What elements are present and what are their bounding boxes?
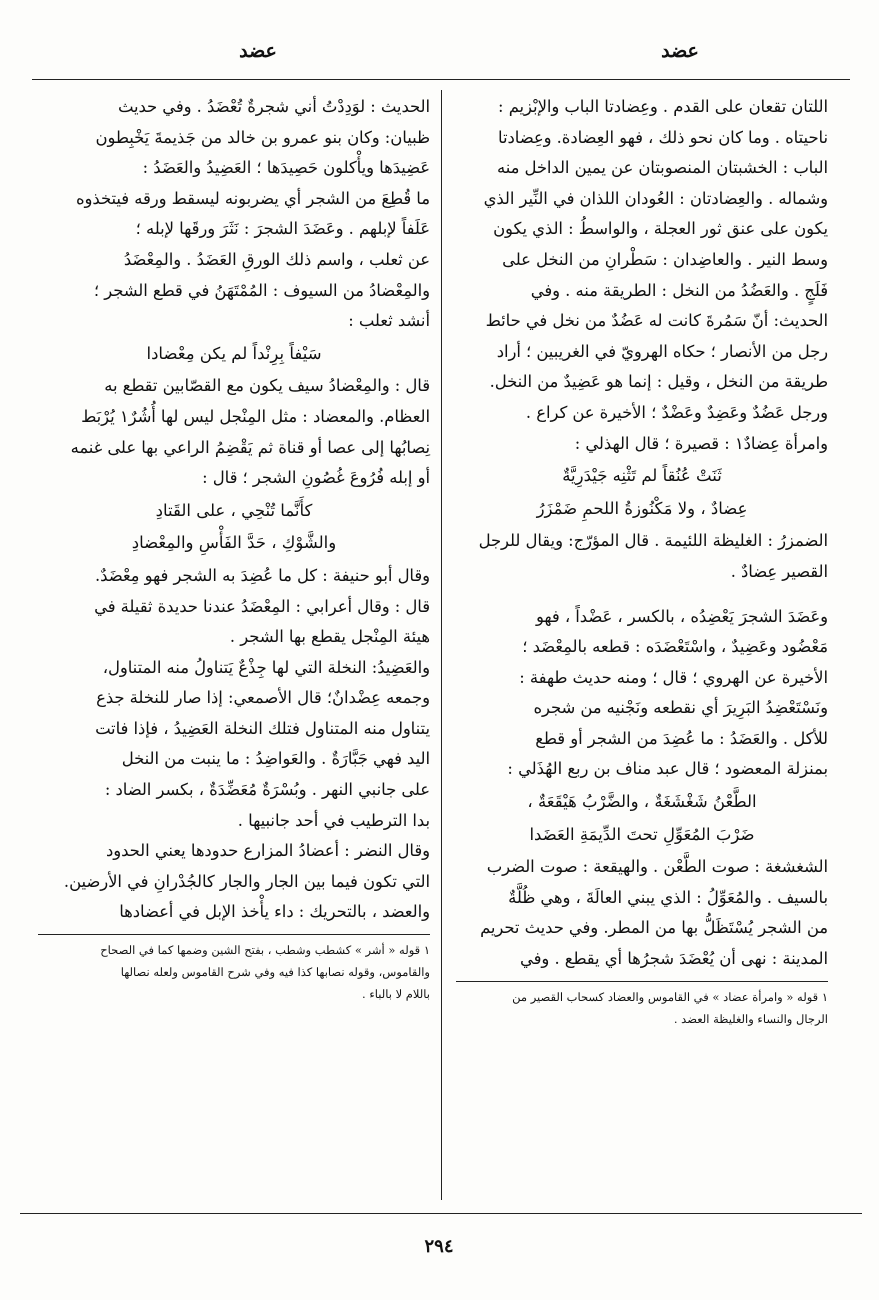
text-line: طريقة من النخل ، وقيل : إنما هو عَضِيدٌ من النخل. bbox=[489, 372, 828, 392]
text-line: التي تكون فيما بين الجار والجار كالجُدْرانِ في الأرضين. bbox=[63, 871, 430, 891]
footnote-line: ١ قوله « وامرأة عضاد » في القاموس والعضاد كسحاب القصير من bbox=[512, 989, 828, 1004]
text-line: الحديث : لوَدِدْتُ أني شجرةٌ تُعْضَدُ . وفي حديث bbox=[117, 97, 430, 116]
footnote-rule bbox=[456, 981, 828, 982]
text-line: على جانبي النهر . وبُسْرَةٌ مُعَضِّدَةٌ ، بكسر الضاد : bbox=[104, 780, 430, 800]
verse-line: ثَنَتْ عُنُقاً لم تَثْنِه جَيْدَرِيَّةٌ bbox=[562, 466, 722, 486]
text-line: يتناول منه المتناول فتلك النخلة العَضِيدُ ، فإذا فاتت bbox=[95, 718, 430, 738]
page-number: ٢٩٤ bbox=[424, 1236, 454, 1257]
text-line: الباب : الخشبتان المنصوبتان عن يمين الداخل منه bbox=[496, 158, 828, 178]
text-line: أو إبله فُرُوعَ غُصُونِ الشجر ؛ قال : bbox=[202, 468, 430, 488]
text-line: العظام. والمعضاد : مثل المِنْجل ليس لها أُشُرٌ١ يُرْبَط bbox=[81, 406, 430, 426]
footnote-line: باللام لا بالباء . bbox=[362, 987, 430, 1002]
text-line: بالسيف . والمُعَوِّلُ : الذي يبني العالَةَ ، وهي ظُلَّةٌ bbox=[508, 887, 828, 907]
footnote-line: ١ قوله « أشر » كشطب وشطب ، بفتح الشين وضمها كما في الصحاح bbox=[100, 943, 430, 958]
text-line: ناحيتاه . وما كان نحو ذلك ، فهو العِضادة. وعِضادتا bbox=[498, 127, 828, 147]
text-line: يكون على عنق ثور العجلة ، والواسطُ : الذي يكون bbox=[493, 219, 828, 239]
text-line: الحديث: أنّ سَمُرةَ كانت له عَضُدٌ من نخل في حائط bbox=[485, 311, 828, 331]
text-line: الشغشغة : صوت الطَّعْن . والهيقعة : صوت الضرب bbox=[486, 857, 828, 877]
text-line: هيئة المِنْجل يقطع بها الشجر . bbox=[229, 627, 430, 647]
text-line: والعضد ، بالتحريك : داء يأْخذ الإبل في أعضادها bbox=[119, 902, 430, 922]
footnote-line: الرجال والنساء والغليظة العضد . bbox=[673, 1011, 828, 1026]
text-line: قال : والمِعْضادُ سيف يكون مع القصّابين تقطع به bbox=[104, 376, 430, 396]
text-line: ما قُطِعَ من الشجر أي يضربونه ليسقط ورقه فيتخذوه bbox=[76, 188, 430, 208]
text-line: وشماله . والعِضادتان : العُودان اللذان في النِّير الذي bbox=[483, 188, 828, 208]
verse-line: والشَّوْكِ ، حَدَّ الفَأْسِ والمِعْضادِ bbox=[131, 533, 337, 553]
verse-line: سَيْفاً بِرِنْداً لم يكن مِعْضادا bbox=[146, 343, 322, 363]
text-line: وسط النير . والعاضِدان : سَطْرانِ من النخل على bbox=[502, 249, 828, 269]
text-line: فَلَجٍ . والعَضُدُ من النخل : الطريقة منه . وفي bbox=[530, 280, 828, 300]
text-line: ظبيان: وكان بنو عمرو بن خالد من جَذيمةَ يَخْبِطون bbox=[95, 127, 430, 147]
text-line: نِصابُها إلى عصا أو قناة ثم يَقْضِمُ الراعي بها على غنمه bbox=[70, 437, 430, 457]
column-divider bbox=[441, 90, 442, 1200]
text-line: بدا الترطيب في أحد جانبيها . bbox=[237, 810, 430, 830]
text-line: رجل من الأنصار ؛ حكاه الهرويّ في الغريبين ؛ أراد bbox=[496, 341, 828, 361]
text-line: ورجل عَضُدٌ وعَضِدٌ وعَضْدٌ ؛ الأخيرة عن كراع . bbox=[525, 402, 828, 422]
running-head-right: عضد bbox=[661, 40, 699, 62]
text-line: أنشد ثعلب : bbox=[348, 311, 430, 331]
paragraph-gap bbox=[456, 588, 828, 602]
text-line: وقال أبو حنيفة : كل ما عُضِدَ به الشجر فهو مِعْضَدٌ. bbox=[94, 565, 430, 585]
text-line: عَلَفاً لإبلهم . وعَضَدَ الشجرَ : نَثَرَ ورقَها لإبله ؛ bbox=[135, 219, 430, 239]
text-line: عَضِيدَها ويأْكلون حَصِيدَها ؛ العَضِيدُ والعَضَدُ : bbox=[142, 158, 430, 178]
header-rule bbox=[32, 79, 850, 80]
left-column bbox=[38, 92, 430, 1005]
text-line: اليد فهي جَبَّارَةٌ . والعَواضِدُ : ما ينبت من النخل bbox=[121, 749, 430, 769]
text-line: الضمزرُ : الغليظة اللئيمة . قال المؤرّج: ويقال للرجل bbox=[478, 531, 828, 551]
text-line: عن ثعلب ، واسم ذلك الورقِ العَضَدُ . والمِعْضَدُ bbox=[123, 249, 430, 269]
verse-line: الطَّعْنُ شَغْشَغَةٌ ، والضَّرْبُ هَيْقَعَةٌ ، bbox=[527, 792, 757, 812]
text-line: وامرأة عِضادٌ١ : قصيرة ؛ قال الهذلي : bbox=[574, 433, 828, 453]
text-line: والعَضِيدُ: النخلة التي لها جِذْعٌ يَتناولُ منه المتناول، bbox=[102, 657, 430, 677]
text-line: وقال النضر : أعضادُ المزارع حدودها يعني الحدود bbox=[106, 841, 430, 861]
verse-line: عِضادٌ ، ولا مَكْنُوزةُ اللحمِ ضَمْزَرُ bbox=[536, 498, 748, 518]
verse-line: ضَرْبَ المُعَوِّلِ تحتَ الدِّيمَةِ العَضَدا bbox=[529, 824, 755, 844]
verse-line: كأَنَّما تُنْحِي ، على القَتادِ bbox=[155, 500, 313, 520]
text-line: والمِعْضادُ من السيوف : المُمْتَهَنُ في قطع الشجر ؛ bbox=[93, 280, 430, 300]
text-line: الأخيرة عن الهروي ؛ قال ؛ ومنه حديث طهفة : bbox=[519, 667, 828, 687]
text-line: ونَسْتَعْضِدُ البَرِيرَ أي نقطعه ونَجْنيه من شجره bbox=[533, 698, 828, 718]
text-line: بمنزلة المعضود ؛ قال عبد مناف بن ربع الهُذَلي : bbox=[507, 759, 828, 779]
footnote-line: والقاموس، وقوله نصابها كذا فيه وفي شرح القاموس ولعله نصالها bbox=[120, 965, 430, 980]
text-line: من الشجر يُسْتَظَلُّ بها من المطر. وفي حديث تحريم bbox=[480, 918, 828, 938]
text-line: القصير عِضادٌ . bbox=[730, 561, 828, 581]
text-line: وعَضَدَ الشجرَ يَعْضِدُه ، بالكسر ، عَضْداً ، فهو bbox=[535, 606, 828, 626]
text-line: المدينة : نهى أن يُعْضَدَ شجرُها أي يقطع . وفي bbox=[520, 949, 828, 969]
right-column bbox=[456, 92, 828, 1030]
text-line: قال : وقال أعرابي : المِعْضَدُ عندنا حديدة ثقيلة في bbox=[94, 596, 430, 616]
running-head-left: عضد bbox=[239, 40, 277, 62]
text-line: اللتان تقعان على القدم . وعِضادتا الباب والإبْزيم : bbox=[498, 97, 828, 116]
text-line: مَعْضُود وعَضِيدٌ ، واسْتَعْضَدَه : قطعه بالمِعْضَد ؛ bbox=[522, 637, 828, 657]
text-line: للأكل . والعَضَدُ : ما عُضِدَ من الشجر أو قطع bbox=[535, 728, 828, 748]
footnote-rule bbox=[38, 934, 430, 935]
text-line: وجمعه عِضْدانٌ؛ قال الأصمعي: إذا صار للنخلة جذع bbox=[96, 688, 430, 708]
footer-rule bbox=[20, 1213, 862, 1214]
